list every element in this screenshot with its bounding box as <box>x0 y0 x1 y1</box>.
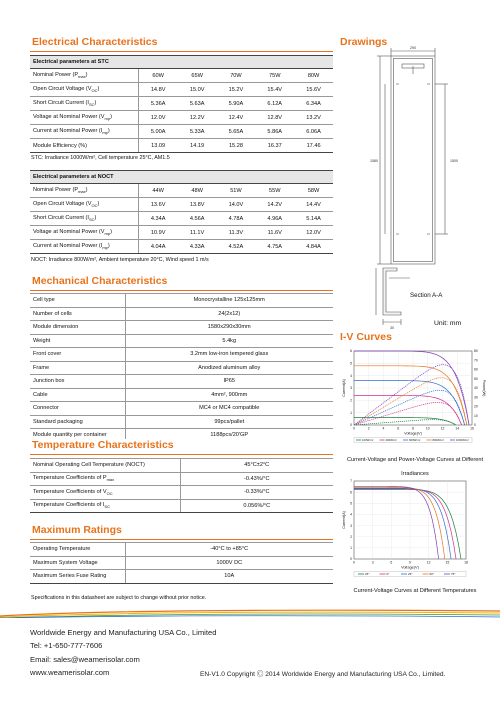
noct-table <box>30 170 333 254</box>
row-value: MC4 or MC4 compatible <box>125 402 333 416</box>
row-value: 0.056%/°C <box>180 499 333 513</box>
y-tick-label: 1 <box>350 410 352 415</box>
row-value: 4.52A <box>217 240 256 254</box>
legend-label: 75° <box>451 572 456 576</box>
label-subscript: SC <box>88 217 95 223</box>
row-value: 1000V DC <box>125 556 333 570</box>
iv-chart <box>338 345 490 448</box>
y-tick-label: 2 <box>350 398 352 403</box>
row-value: 5.33A <box>178 125 217 139</box>
temperature-section-header <box>30 439 333 455</box>
top-dimension: 290 <box>410 46 416 50</box>
table-row <box>30 97 333 111</box>
y2-tick-label: 20 <box>474 404 478 409</box>
row-value: 4mm², 900mm <box>125 388 333 402</box>
legend-label: 400W/m² <box>385 438 397 442</box>
row-value: 4.56A <box>178 212 217 226</box>
x-tick-label: 12 <box>426 560 431 565</box>
x-axis-label: Voltage(V) <box>404 431 422 436</box>
row-value: 6.12A <box>255 97 294 111</box>
table-row <box>30 334 333 348</box>
row-label: Number of cells <box>30 307 125 321</box>
inner-dimension: 1500 <box>450 159 458 163</box>
row-value: 16.37 <box>255 139 294 153</box>
table-row <box>30 415 333 429</box>
y2-tick-label: 40 <box>474 386 478 391</box>
table-row <box>30 226 333 240</box>
row-value: 5.65A <box>217 125 256 139</box>
row-value: 1188pcs/20'GP <box>125 429 333 443</box>
row-value: -0.43%/°C <box>180 472 333 486</box>
row-label: Temperature Coefficients of $V_{OC}$ <box>30 486 180 500</box>
y2-tick-label: 50 <box>474 376 478 381</box>
mechanical-table <box>30 293 333 443</box>
footer-website: www.weamerisolar.com <box>30 668 110 677</box>
electrical-section-title: Electrical Characteristics <box>32 36 158 48</box>
row-label: Cable <box>30 388 125 402</box>
section-divider <box>30 290 333 292</box>
row-label: Open Circuit Voltage $(V_{OC})$ <box>30 198 138 212</box>
row-value: 13.6V <box>138 198 178 212</box>
table-row <box>30 125 333 139</box>
row-value: -0.33%/°C <box>180 486 333 500</box>
row-label: Temperature Coefficients of $P_{max}$ <box>30 472 180 486</box>
table-row <box>30 375 333 389</box>
x-tick-label: 9 <box>409 560 411 565</box>
row-value: 15.4V <box>255 83 294 97</box>
y2-tick-label: 60 <box>474 367 478 372</box>
row-label: Nominal Power $(P_{max})$ <box>30 69 138 83</box>
ratings-table <box>30 542 333 584</box>
y-tick-label: 5 <box>350 501 352 506</box>
label-subscript: SC <box>88 102 95 108</box>
row-value: 80W <box>294 69 333 83</box>
table-row <box>30 184 333 198</box>
row-value: 13.09 <box>138 139 178 153</box>
ratings-section-header <box>30 524 333 540</box>
mechanical-section-header <box>30 275 333 291</box>
table-row <box>30 307 333 321</box>
row-value: 15.0V <box>178 83 217 97</box>
noct-note: NOCT: Irradiance 800W/m², Ambient temperature 20°C, Wind speed 1 m/s <box>31 257 209 263</box>
row-value: 12.4V <box>217 111 256 125</box>
row-value: 75W <box>255 69 294 83</box>
row-label: Frame <box>30 361 125 375</box>
mechanical-section-title: Mechanical Characteristics <box>32 275 168 287</box>
label-subscript: SC <box>104 504 110 510</box>
row-label: Weight <box>30 334 125 348</box>
row-value: 14.19 <box>178 139 217 153</box>
table-row <box>30 321 333 335</box>
table-row <box>30 570 333 584</box>
row-label: Module Efficiency (%) <box>30 139 138 153</box>
row-value: 12.2V <box>178 111 217 125</box>
row-value: 44W <box>138 184 178 198</box>
row-label: Module quantity per container <box>30 429 125 443</box>
legend-label: 50° <box>429 572 435 576</box>
row-value: IP65 <box>125 375 333 389</box>
table-row <box>30 388 333 402</box>
unit-label: Unit: mm <box>434 320 462 327</box>
table-row <box>30 83 333 97</box>
section-aa-label: Section A-A <box>410 292 443 299</box>
row-value: 60W <box>138 69 178 83</box>
drawings-section-title: Drawings <box>340 36 388 48</box>
row-value: -40°C to +85°C <box>125 543 333 557</box>
table-row <box>30 111 333 125</box>
row-value: Monocrystalline 125x125mm <box>125 294 333 308</box>
x-tick-label: 0 <box>353 560 355 565</box>
row-value: 12.0V <box>138 111 178 125</box>
y-tick-label: 2 <box>350 534 352 539</box>
legend-label: 100W/m² <box>362 438 374 442</box>
section-divider <box>30 454 333 456</box>
row-value: 15.28 <box>217 139 256 153</box>
label-subscript: OC <box>91 203 98 209</box>
section-divider <box>30 51 333 53</box>
x-tick-label: 6 <box>397 426 400 431</box>
row-value: 11.3V <box>217 226 256 240</box>
x-tick-label: 12 <box>440 426 445 431</box>
disclaimer: Specifications in this datasheet are subject to change without prior notice. <box>31 595 207 601</box>
ratings-section-title: Maximum Ratings <box>32 524 122 536</box>
x-tick-label: 14 <box>455 426 460 431</box>
table-row <box>30 486 333 500</box>
row-value: 5.4kg <box>125 334 333 348</box>
table-subheader: Electrical parameters at NOCT <box>30 171 333 184</box>
temperature-table <box>30 458 333 513</box>
x-tick-label: 10 <box>425 426 430 431</box>
row-label: Connector <box>30 402 125 416</box>
row-label: Module dimension <box>30 321 125 335</box>
row-label: Cell type <box>30 294 125 308</box>
label-subscript: mp <box>102 245 108 251</box>
outer-dimension: 1580 <box>370 159 378 163</box>
label-subscript: OC <box>106 490 113 496</box>
row-value: 13.2V <box>294 111 333 125</box>
y-tick-label: 6 <box>350 349 352 354</box>
row-value: 70W <box>217 69 256 83</box>
footer-tel: Tel: +1-650-777-7606 <box>30 641 103 650</box>
stc-note: STC: Irradiance 1000W/m², Cell temperature 25°C, AM1.5 <box>31 155 170 161</box>
section-dimension: 30 <box>390 326 394 330</box>
row-value: 5.86A <box>255 125 294 139</box>
footer-email: Email: sales@weamerisolar.com <box>30 655 140 664</box>
y-axis-label: Current(A) <box>342 379 346 397</box>
y2-axis-label: Power(W) <box>482 379 486 397</box>
y-axis-label: Current(A) <box>342 511 346 529</box>
row-value: 58W <box>294 184 333 198</box>
table-row <box>30 499 333 513</box>
footer-company: Worldwide Energy and Manufacturing USA Co., Limited <box>30 628 217 637</box>
row-label: Nominal Operating Cell Temperature (NOCT) <box>30 459 180 473</box>
row-value: 11.1V <box>178 226 217 240</box>
row-value: 15.2V <box>217 83 256 97</box>
row-value: 6.06A <box>294 125 333 139</box>
iv-chart-caption: Current-Voltage and Power-Voltage Curves at Different Irradiances <box>346 457 484 477</box>
row-value: 4.96A <box>255 212 294 226</box>
footer-copyright: EN-V1.0 Copyright Ⓒ 2014 Worldwide Energy and Manufacturing USA Co., Limited. <box>200 671 446 678</box>
y2-tick-label: 70 <box>474 358 478 363</box>
row-value: 11.6V <box>255 226 294 240</box>
x-axis-label: Voltage(V) <box>401 565 419 570</box>
y-tick-label: 4 <box>350 512 352 517</box>
table-row <box>30 556 333 570</box>
iv-curves-title: I-V Curves <box>340 331 392 343</box>
row-value: 5.36A <box>138 97 178 111</box>
table-row <box>30 139 333 153</box>
label-subscript: OC <box>91 88 98 94</box>
x-tick-label: 18 <box>464 560 468 565</box>
row-label: Front cover <box>30 348 125 362</box>
table-row <box>30 459 333 473</box>
table-subheader: Electrical parameters at STC <box>30 56 333 69</box>
row-label: Voltage at Nominal Power $(V_{mp})$ <box>30 111 138 125</box>
label-subscript: mp <box>104 116 111 122</box>
legend-label: 600W/m² <box>409 438 421 442</box>
row-value: 4.33A <box>178 240 217 254</box>
temperature-chart <box>338 479 490 582</box>
y-tick-label: 7 <box>350 479 352 484</box>
row-label: Maximum System Voltage <box>30 556 125 570</box>
row-value: 14.0V <box>217 198 256 212</box>
y-tick-label: 3 <box>350 523 352 528</box>
y2-tick-label: 0 <box>474 423 476 428</box>
row-value: 17.46 <box>294 139 333 153</box>
row-value: 51W <box>217 184 256 198</box>
row-value: 4.75A <box>255 240 294 254</box>
table-subheader-row <box>30 56 333 69</box>
x-tick-label: 3 <box>371 560 374 565</box>
row-label: Current at Nominal Power $(I_{mp})$ <box>30 125 138 139</box>
row-value: 12.0V <box>294 226 333 240</box>
row-value: 14.2V <box>255 198 294 212</box>
label-subscript: max <box>78 189 86 195</box>
x-tick-label: 16 <box>470 426 474 431</box>
row-value: 5.63A <box>178 97 217 111</box>
table-row <box>30 348 333 362</box>
table-row <box>30 402 333 416</box>
row-value: Anodized aluminum alloy <box>125 361 333 375</box>
table-row <box>30 472 333 486</box>
row-value: 5.00A <box>138 125 178 139</box>
table-row <box>30 361 333 375</box>
row-value: 45°C±2°C <box>180 459 333 473</box>
row-value: 4.78A <box>217 212 256 226</box>
row-value: 1580x290x30mm <box>125 321 333 335</box>
legend-label: 25° <box>408 572 413 576</box>
row-value: 55W <box>255 184 294 198</box>
row-label: Short Circuit Current $(I_{SC})$ <box>30 97 138 111</box>
row-label: Operating Temperature <box>30 543 125 557</box>
x-tick-label: 8 <box>412 426 414 431</box>
y-tick-label: 4 <box>350 373 352 378</box>
row-label: Voltage at Nominal Power $(V_{mp})$ <box>30 226 138 240</box>
row-value: 5.90A <box>217 97 256 111</box>
row-value: 48W <box>178 184 217 198</box>
legend-label: 25° <box>365 572 370 576</box>
row-value: 65W <box>178 69 217 83</box>
table-row <box>30 543 333 557</box>
table-row <box>30 212 333 226</box>
footer-stripe <box>0 608 500 618</box>
row-value: 6.34A <box>294 97 333 111</box>
row-value: 14.4V <box>294 198 333 212</box>
row-label: Standard packaging <box>30 415 125 429</box>
y-tick-label: 0 <box>350 557 352 562</box>
row-label: Maximum Series Fuse Rating <box>30 570 125 584</box>
table-subheader-row <box>30 171 333 184</box>
row-value: 4.34A <box>138 212 178 226</box>
y2-tick-label: 80 <box>474 349 478 354</box>
row-value: 99pcs/pallet <box>125 415 333 429</box>
row-value: 10.9V <box>138 226 178 240</box>
module-drawing <box>355 44 475 334</box>
table-row <box>30 294 333 308</box>
label-subscript: max <box>106 477 115 483</box>
label-subscript: max <box>78 74 86 80</box>
label-subscript: mp <box>102 130 108 136</box>
row-value: 14.8V <box>138 83 178 97</box>
row-value: 13.8V <box>178 198 217 212</box>
x-tick-label: 15 <box>445 560 450 565</box>
row-value: 4.04A <box>138 240 178 254</box>
table-row <box>30 240 333 254</box>
table-row <box>30 69 333 83</box>
row-label: Junction box <box>30 375 125 389</box>
y2-tick-label: 10 <box>474 413 478 418</box>
legend-label: 0° <box>386 572 390 576</box>
row-value: 10A <box>125 570 333 584</box>
x-tick-label: 0 <box>353 426 355 431</box>
x-tick-label: 4 <box>382 426 385 431</box>
y2-tick-label: 30 <box>474 395 478 400</box>
temperature-chart-caption: Current-Voltage Curves at Different Temperatures <box>353 588 477 594</box>
row-label: Short Circuit Current $(I_{SC})$ <box>30 212 138 226</box>
x-tick-label: 6 <box>390 560 393 565</box>
row-label: Nominal Power $(P_{max})$ <box>30 184 138 198</box>
label-subscript: mp <box>104 231 111 237</box>
row-value: 12.8V <box>255 111 294 125</box>
electrical-section-header <box>30 36 333 52</box>
temperature-section-title: Temperature Characteristics <box>32 439 174 451</box>
legend-label: 1000W/m² <box>456 438 469 442</box>
y-tick-label: 0 <box>350 423 352 428</box>
row-value: 5.14A <box>294 212 333 226</box>
x-tick-label: 2 <box>367 426 370 431</box>
row-value: 3.2mm low-iron tempered glass <box>125 348 333 362</box>
table-row <box>30 198 333 212</box>
section-divider <box>30 539 333 541</box>
y-tick-label: 3 <box>350 386 352 391</box>
row-value: 15.6V <box>294 83 333 97</box>
row-label: Temperature Coefficients of $I_{SC}$ <box>30 499 180 513</box>
row-label: Current at Nominal Power $(I_{mp})$ <box>30 240 138 254</box>
legend-label: 800W/m² <box>432 438 444 442</box>
stc-table <box>30 55 333 153</box>
row-value: 24(2x12) <box>125 307 333 321</box>
row-value: 4.84A <box>294 240 333 254</box>
row-label: Open Circuit Voltage $(V_{OC})$ <box>30 83 138 97</box>
y-tick-label: 5 <box>350 361 352 366</box>
y-tick-label: 1 <box>350 546 352 551</box>
y-tick-label: 6 <box>350 490 352 495</box>
